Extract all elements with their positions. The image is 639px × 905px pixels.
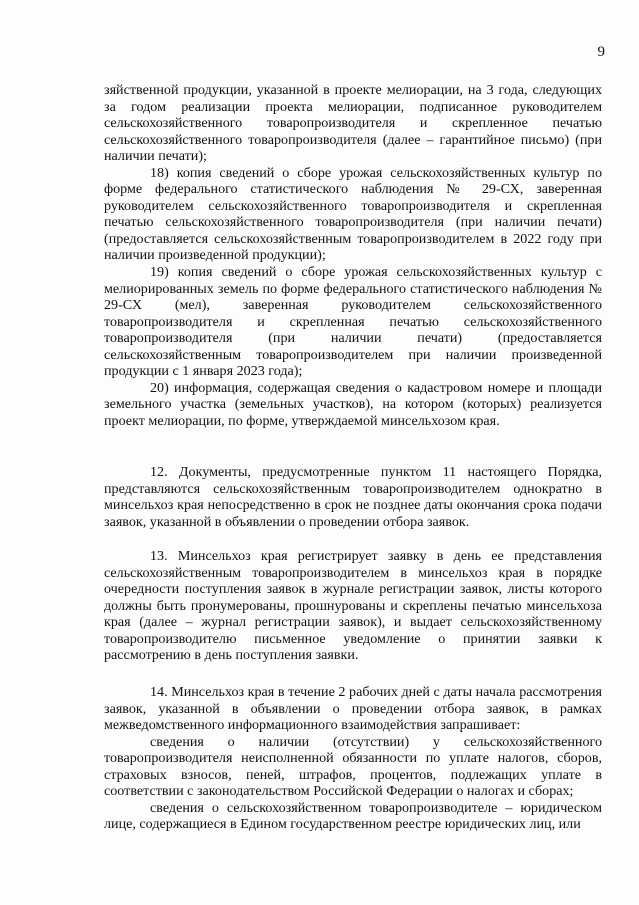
page-number: 9 <box>597 44 605 60</box>
paragraph-section-14: 14. Минсельхоз края в течение 2 рабочих дней с даты начала рассмотрения заявок, указанной в объявлении о проведении отбора заявок, в рамках межведомственного информационного взаимодействия запрашивает: <box>104 684 602 734</box>
paragraph-item-18: 18) копия сведений о сборе урожая сельскохозяйственных культур по форме федерального статистического наблюдения № 29-СХ, заверенная руководителем сельскохозяйственного товаропроизводителя и скрепленная печатью сельскохозяйственного товаропроизводителя (при наличии печати) (предоставляется сельскохозяйственным товаропроизводителем в 2022 году при наличии произведенной продукции); <box>104 164 602 264</box>
text-block-section-14 <box>104 684 602 833</box>
paragraph-item-17-continued: зяйственной продукции, указанной в проекте мелиорации, на 3 года, следующих за годом реализации проекта мелиорации, подписанное руководителем сельскохозяйственного товаропроизводителя и скрепленное печатью сельскохозяйственного товаропроизводителя (далее – гарантийное письмо) (при наличии печати); <box>104 82 602 165</box>
paragraph-section-14-tax-info: сведения о наличии (отсутствии) у сельскохозяйственного товаропроизводителя неисполненной обязанности по уплате налогов, сборов, страховых взносов, пеней, штрафов, процентов, подлежащих уплате в соответствии с законодательством Российской Федерации о налогах и сборах; <box>104 733 602 800</box>
text-block-section-13 <box>104 548 602 664</box>
text-block-items-17-20 <box>104 82 602 429</box>
paragraph-section-14-registry-info: сведения о сельскохозяйственном товаропроизводителе – юридическом лице, содержащиеся в Едином государственном реестре юридических лиц, или <box>104 799 602 833</box>
paragraph-section-13: 13. Минсельхоз края регистрирует заявку в день ее представления сельскохозяйственным товаропроизводителем в минсельхоз края в порядке очередности поступления заявок в журнале регистрации заявок, листы которого должны быть пронумерованы, прошнурованы и скреплены печатью минсельхоза края (далее – журнал регистрации заявок), и выдает сельскохозяйственному товаропроизводителю письменное уведомление о принятии заявки к рассмотрению в день поступления заявки. <box>104 548 602 664</box>
paragraph-section-12: 12. Документы, предусмотренные пунктом 11 настоящего Порядка, представляются сельскохозяйственным товаропроизводителем однократно в минсельхоз края непосредственно в срок не позднее даты окончания срока подачи заявок, указанной в объявлении о проведении отбора заявок. <box>104 464 602 530</box>
paragraph-item-20: 20) информация, содержащая сведения о кадастровом номере и площади земельного участка (земельных участков), на котором (которых) реализуется проект мелиорации, по форме, утверждаемой минсельхозом края. <box>104 379 602 429</box>
text-block-section-12 <box>104 464 602 530</box>
paragraph-item-19: 19) копия сведений о сборе урожая сельскохозяйственных культур с мелиорированных земель по форме федерального статистического наблюдения № 29-СХ (мел), заверенная руководителем сельскохозяйственного товаропроизводителя и скрепленная печатью сельскохозяйственного товаропроизводителя (при наличии печати) (предоставляется сельскохозяйственным товаропроизводителем при наличии произведенной продукции с 1 января 2023 года); <box>104 264 602 380</box>
